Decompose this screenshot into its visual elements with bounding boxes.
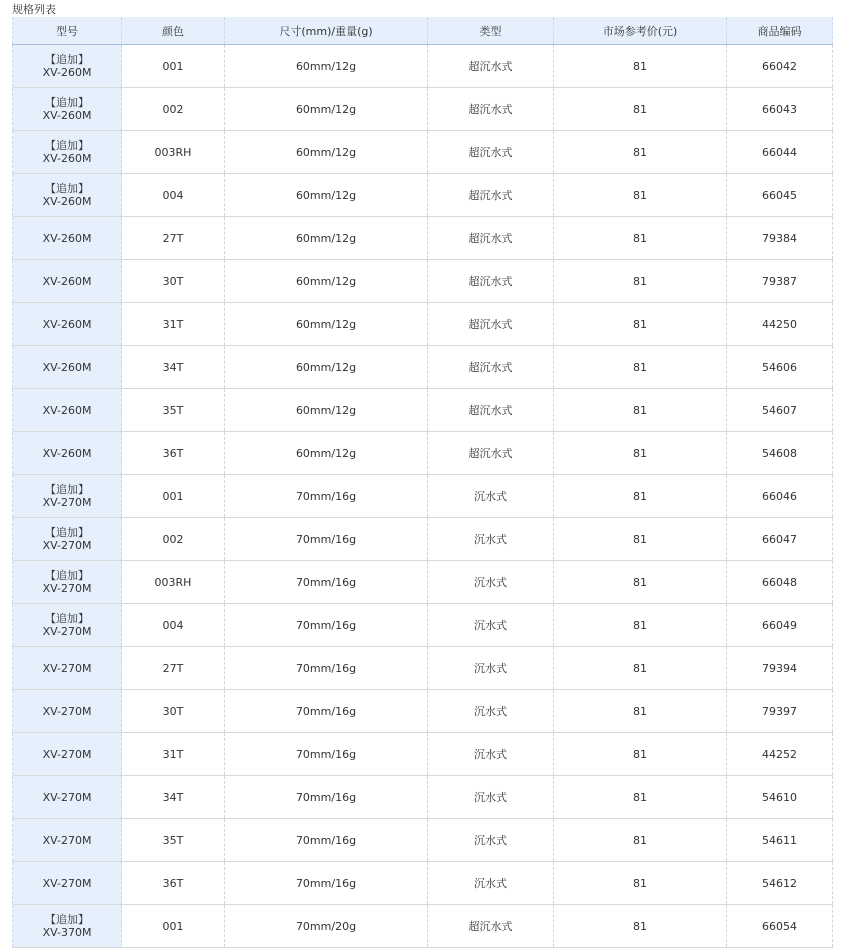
model-name: XV-260M [42,317,92,331]
cell-price: 81 [554,217,727,260]
cell-model [13,88,122,131]
model-name: XV-260M [42,231,92,245]
table-row [13,604,833,647]
added-tag: 【追加】 [45,612,89,625]
cell-price: 81 [554,174,727,217]
added-tag: 【追加】 [45,569,89,582]
model-name: XV-260M [42,403,92,417]
cell-price: 81 [554,389,727,432]
cell-size-weight: 60mm/12g [225,217,428,260]
cell-code: 66047 [727,518,833,561]
model-name: XV-260M [42,195,92,208]
cell-color: 34T [122,346,225,389]
cell-color: 36T [122,432,225,475]
table-caption: 规格列表 [12,3,56,16]
cell-size-weight: 60mm/12g [225,88,428,131]
cell-type: 沉水式 [428,690,554,733]
cell-color: 001 [122,475,225,518]
cell-model [13,389,122,432]
cell-price: 81 [554,561,727,604]
cell-size-weight: 60mm/12g [225,346,428,389]
table-row [13,733,833,776]
cell-code: 66046 [727,475,833,518]
cell-size-weight: 70mm/16g [225,561,428,604]
cell-color: 001 [122,905,225,948]
cell-code: 79397 [727,690,833,733]
table-row [13,862,833,905]
cell-code: 66044 [727,131,833,174]
cell-price: 81 [554,690,727,733]
table-row [13,819,833,862]
cell-color: 35T [122,819,225,862]
cell-code: 79394 [727,647,833,690]
added-tag: 【追加】 [45,182,89,195]
cell-type: 沉水式 [428,561,554,604]
header-size-weight: 尺寸(mm)/重量(g) [225,17,428,45]
cell-color: 36T [122,862,225,905]
table-header [13,17,833,45]
cell-model [13,432,122,475]
cell-size-weight: 60mm/12g [225,174,428,217]
model-name: XV-260M [42,66,92,79]
cell-code: 66049 [727,604,833,647]
cell-size-weight: 70mm/20g [225,905,428,948]
cell-size-weight: 60mm/12g [225,389,428,432]
table-row [13,905,833,948]
cell-price: 81 [554,475,727,518]
cell-type: 超沉水式 [428,131,554,174]
cell-code: 44250 [727,303,833,346]
cell-model [13,346,122,389]
cell-code: 66048 [727,561,833,604]
cell-type: 沉水式 [428,819,554,862]
model-name: XV-270M [42,833,92,847]
cell-code: 54607 [727,389,833,432]
cell-code: 54611 [727,819,833,862]
cell-model [13,819,122,862]
cell-size-weight: 70mm/16g [225,518,428,561]
table-row [13,518,833,561]
model-name: XV-270M [42,661,92,675]
cell-price: 81 [554,604,727,647]
cell-size-weight: 60mm/12g [225,45,428,88]
cell-color: 003RH [122,561,225,604]
cell-color: 34T [122,776,225,819]
cell-color: 004 [122,174,225,217]
header-model: 型号 [13,17,122,45]
cell-price: 81 [554,819,727,862]
model-name: XV-260M [42,446,92,460]
model-name: XV-270M [42,496,92,509]
model-name: XV-260M [42,360,92,374]
cell-type: 超沉水式 [428,174,554,217]
cell-size-weight: 70mm/16g [225,475,428,518]
table-row [13,389,833,432]
cell-type: 沉水式 [428,604,554,647]
added-tag: 【追加】 [45,53,89,66]
table-row [13,346,833,389]
cell-type: 超沉水式 [428,346,554,389]
cell-model [13,174,122,217]
model-name: XV-270M [42,539,92,552]
model-name: XV-270M [42,625,92,638]
cell-size-weight: 60mm/12g [225,260,428,303]
cell-color: 001 [122,45,225,88]
cell-model [13,776,122,819]
cell-type: 沉水式 [428,475,554,518]
model-name: XV-270M [42,790,92,804]
header-type: 类型 [428,17,554,45]
cell-model [13,561,122,604]
table-row [13,776,833,819]
cell-code: 54612 [727,862,833,905]
cell-type: 超沉水式 [428,432,554,475]
model-name: XV-270M [42,582,92,595]
cell-type: 沉水式 [428,733,554,776]
cell-price: 81 [554,905,727,948]
cell-model [13,905,122,948]
spec-table [12,17,833,948]
table-body [13,45,833,948]
cell-size-weight: 70mm/16g [225,604,428,647]
table-row [13,88,833,131]
cell-price: 81 [554,862,727,905]
cell-code: 66045 [727,174,833,217]
cell-type: 超沉水式 [428,45,554,88]
cell-size-weight: 70mm/16g [225,776,428,819]
cell-type: 超沉水式 [428,303,554,346]
added-tag: 【追加】 [45,139,89,152]
model-name: XV-260M [42,274,92,288]
cell-model [13,475,122,518]
cell-price: 81 [554,45,727,88]
cell-size-weight: 70mm/16g [225,690,428,733]
model-name: XV-270M [42,747,92,761]
cell-type: 超沉水式 [428,260,554,303]
cell-code: 79387 [727,260,833,303]
cell-size-weight: 70mm/16g [225,819,428,862]
cell-price: 81 [554,518,727,561]
cell-price: 81 [554,647,727,690]
cell-price: 81 [554,432,727,475]
cell-color: 002 [122,88,225,131]
cell-code: 66054 [727,905,833,948]
cell-code: 66042 [727,45,833,88]
cell-model [13,131,122,174]
cell-price: 81 [554,776,727,819]
cell-price: 81 [554,88,727,131]
header-code: 商品编码 [727,17,833,45]
cell-price: 81 [554,131,727,174]
cell-color: 27T [122,647,225,690]
cell-type: 超沉水式 [428,389,554,432]
cell-model [13,733,122,776]
table-row [13,475,833,518]
cell-code: 54610 [727,776,833,819]
cell-type: 沉水式 [428,776,554,819]
cell-type: 超沉水式 [428,905,554,948]
header-row [13,17,833,45]
table-row [13,45,833,88]
cell-code: 66043 [727,88,833,131]
cell-type: 沉水式 [428,862,554,905]
cell-model [13,862,122,905]
model-name: XV-270M [42,876,92,890]
cell-type: 沉水式 [428,647,554,690]
added-tag: 【追加】 [45,96,89,109]
cell-type: 超沉水式 [428,217,554,260]
cell-color: 003RH [122,131,225,174]
cell-code: 44252 [727,733,833,776]
cell-model [13,604,122,647]
model-name: XV-370M [42,926,92,939]
cell-model [13,217,122,260]
model-name: XV-260M [42,152,92,165]
cell-color: 004 [122,604,225,647]
table-row [13,690,833,733]
cell-model [13,518,122,561]
cell-size-weight: 60mm/12g [225,432,428,475]
table-row [13,432,833,475]
cell-type: 沉水式 [428,518,554,561]
table-row [13,647,833,690]
header-color: 颜色 [122,17,225,45]
added-tag: 【追加】 [45,526,89,539]
cell-price: 81 [554,346,727,389]
table-row [13,260,833,303]
cell-code: 54606 [727,346,833,389]
cell-model [13,45,122,88]
cell-code: 79384 [727,217,833,260]
added-tag: 【追加】 [45,913,89,926]
table-row [13,561,833,604]
cell-size-weight: 70mm/16g [225,647,428,690]
cell-color: 35T [122,389,225,432]
model-name: XV-260M [42,109,92,122]
table-row [13,131,833,174]
cell-color: 27T [122,217,225,260]
cell-price: 81 [554,303,727,346]
table-row [13,303,833,346]
cell-model [13,303,122,346]
cell-model [13,690,122,733]
header-price: 市场参考价(元) [554,17,727,45]
model-name: XV-270M [42,704,92,718]
cell-code: 54608 [727,432,833,475]
cell-color: 31T [122,303,225,346]
table-row [13,217,833,260]
added-tag: 【追加】 [45,483,89,496]
cell-price: 81 [554,260,727,303]
cell-type: 超沉水式 [428,88,554,131]
cell-size-weight: 70mm/16g [225,733,428,776]
cell-size-weight: 60mm/12g [225,131,428,174]
cell-color: 31T [122,733,225,776]
table-row [13,174,833,217]
cell-color: 30T [122,690,225,733]
cell-model [13,647,122,690]
cell-size-weight: 70mm/16g [225,862,428,905]
cell-color: 002 [122,518,225,561]
cell-model [13,260,122,303]
cell-price: 81 [554,733,727,776]
cell-color: 30T [122,260,225,303]
cell-size-weight: 60mm/12g [225,303,428,346]
